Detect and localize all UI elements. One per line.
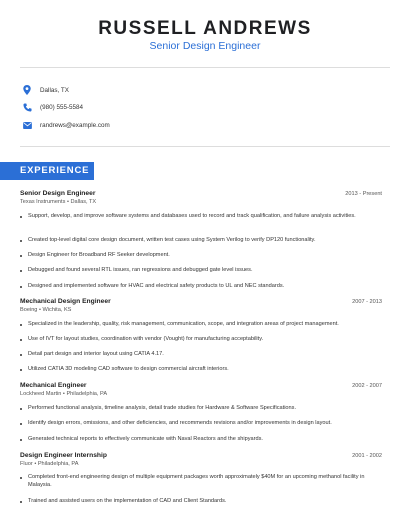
list-item: Use of IVT for layout studies, coordination with vendor (Vought) for manufacturing acceptability. xyxy=(20,336,368,344)
resume-title: Senior Design Engineer xyxy=(149,40,261,52)
separator-dot: • xyxy=(62,391,67,397)
job-location: Philadelphia, PA xyxy=(66,391,108,397)
contact-location-text: Dallas, TX xyxy=(40,86,69,94)
list-item: Completed front-end engineering design of multiple equipment packages worth approximately $40M for an upcoming methanol facility in Malaysia. xyxy=(20,474,368,489)
job-dates: 2002 - 2007 xyxy=(352,383,382,389)
job-company: Boeing xyxy=(20,307,38,313)
list-item: Support, develop, and improve software systems and databases used to record and track qualification, and failure analysis activities. xyxy=(20,213,368,221)
job-employer xyxy=(20,461,382,467)
job-dates: 2013 - Present xyxy=(345,191,382,197)
list-item: Generated technical reports to effectively communicate with Naval Reactors and the shipyards. xyxy=(20,436,368,444)
job-employer xyxy=(20,391,382,397)
contact-email-text: randrews@example.com xyxy=(40,121,110,129)
job-employer xyxy=(20,307,382,313)
job-dates: 2007 - 2013 xyxy=(352,299,382,305)
separator-dot: • xyxy=(38,307,43,313)
list-item: Design Engineer for Broadband RF Seeker development. xyxy=(20,252,368,260)
list-item: Trained and assisted users on the implementation of CAD and Client Standards. xyxy=(20,498,368,506)
list-item: Utilized CATIA 3D modeling CAD software to design commercial aircraft interiors. xyxy=(20,366,368,374)
list-item: Specialized in the leadership, quality, risk management, communication, scope, and integration areas of project management. xyxy=(20,321,368,329)
separator-dot: • xyxy=(66,199,71,205)
job-location: Dallas, TX xyxy=(70,199,97,205)
resume-name: RUSSELL ANDREWS xyxy=(98,18,312,39)
list-item: Created top-level digital core design document, written test cases using System Verilog to verify DP120 functionality. xyxy=(20,237,368,245)
job-dates: 2001 - 2002 xyxy=(352,453,382,459)
job-company: Fluor xyxy=(20,461,33,467)
list-item: Identify design errors, omissions, and other deficiencies, and recommends revisions and/or improvements in design layout. xyxy=(20,420,368,428)
job-location: Wichita, KS xyxy=(42,307,72,313)
job-title: Mechanical Design Engineer xyxy=(20,298,111,305)
list-item: Debugged and found several RTL issues, ran regressions and debugged gate level issues. xyxy=(20,267,368,275)
job-entry xyxy=(20,382,382,397)
contact-phone-text: (980) 555-5584 xyxy=(40,103,84,111)
job-bullets xyxy=(20,0,380,530)
job-company: Lockheed Martin xyxy=(20,391,62,397)
job-entry xyxy=(20,452,382,467)
job-company: Texas Instruments xyxy=(20,199,66,205)
job-entry xyxy=(20,298,382,313)
list-item: Designed and implemented software for HVAC and electrical safety products to UL and NEC standards. xyxy=(20,283,368,291)
job-title: Senior Design Engineer xyxy=(20,190,96,197)
list-item: Performed functional analysis, timeline analysis, detail trade studies for Hardware & Software Specifications. xyxy=(20,405,368,413)
list-item: Detail part design and interior layout using CATIA 4.17. xyxy=(20,351,368,359)
section-heading-experience: EXPERIENCE xyxy=(0,162,94,180)
job-title: Mechanical Engineer xyxy=(20,382,87,389)
job-location: Philadelphia, PA xyxy=(37,461,79,467)
job-title: Design Engineer Internship xyxy=(20,452,107,459)
separator-dot: • xyxy=(34,461,38,467)
